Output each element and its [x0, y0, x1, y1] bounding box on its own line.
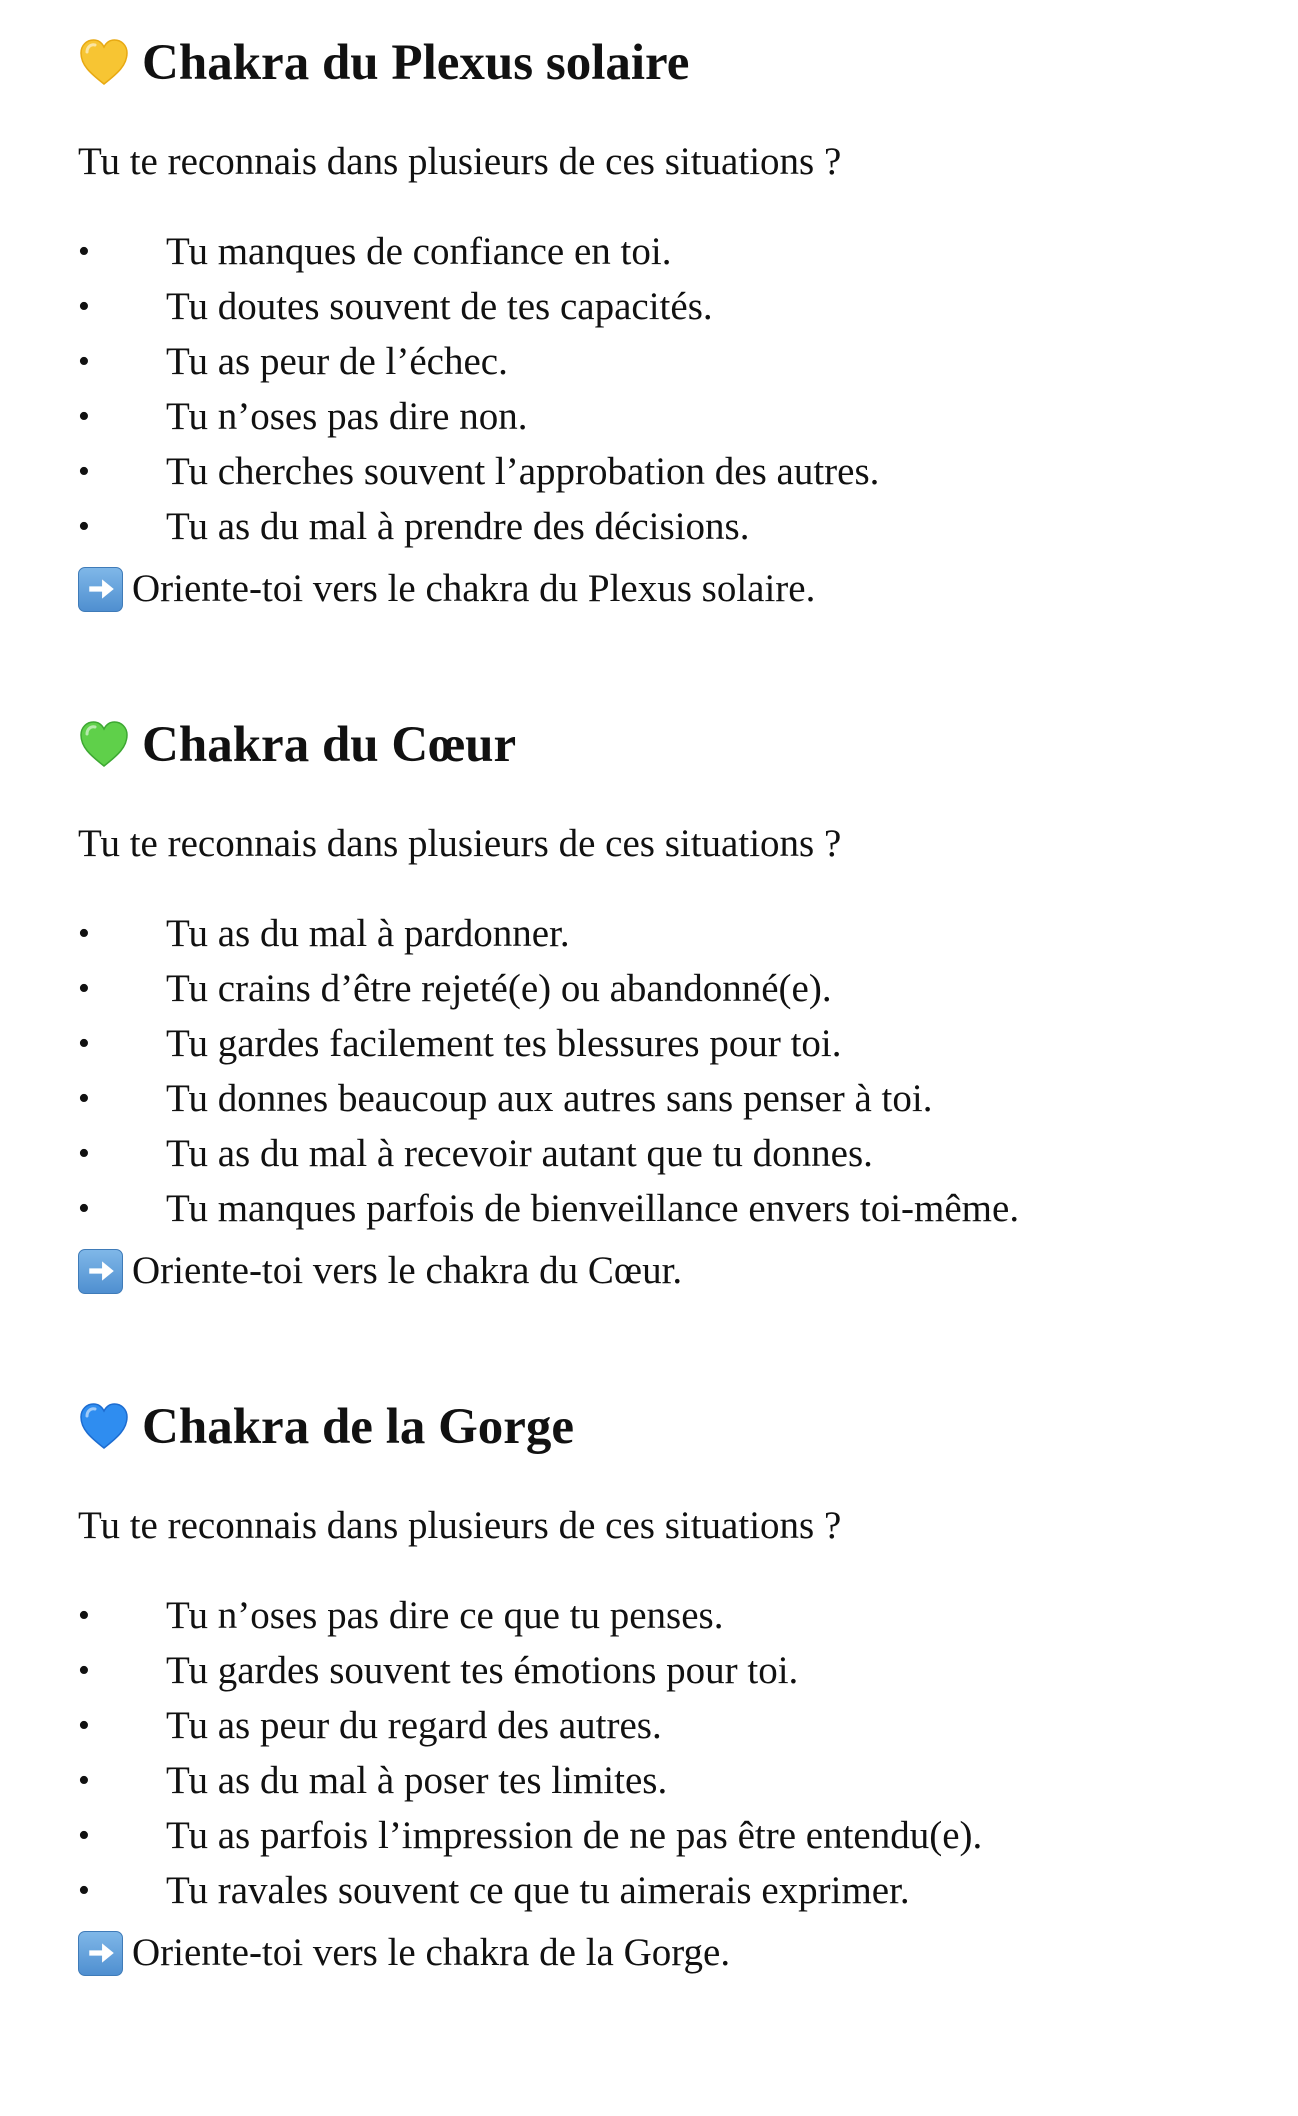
bullet-icon: • — [78, 1872, 90, 1909]
list-item-text: Tu crains d’être rejeté(e) ou abandonné(e). — [166, 967, 832, 1010]
list-item — [78, 906, 1258, 961]
list-item-text: Tu as parfois l’impression de ne pas être entendu(e). — [166, 1814, 983, 1857]
section-intro: Tu te reconnais dans plusieurs de ces situations ? — [78, 822, 842, 865]
situation-list — [78, 1588, 1258, 1918]
list-item — [78, 1588, 1258, 1643]
list-item — [78, 1016, 1258, 1071]
list-item — [78, 961, 1258, 1016]
list-item — [78, 224, 1258, 279]
recommendation-text: Oriente-toi vers le chakra du Plexus solaire. — [132, 567, 816, 610]
list-item-text: Tu gardes facilement tes blessures pour toi. — [166, 1022, 842, 1065]
right-arrow-icon — [78, 567, 123, 612]
bullet-icon: • — [78, 398, 90, 435]
yellow-heart-icon — [78, 37, 130, 89]
list-item-text: Tu as du mal à poser tes limites. — [166, 1759, 668, 1802]
list-item — [78, 1753, 1258, 1808]
bullet-icon: • — [78, 343, 90, 380]
bullet-icon: • — [78, 1652, 90, 1689]
list-item — [78, 1126, 1258, 1181]
section-intro: Tu te reconnais dans plusieurs de ces situations ? — [78, 1504, 842, 1547]
recommendation-text: Oriente-toi vers le chakra du Cœur. — [132, 1249, 683, 1292]
recommendation-line — [78, 1924, 1258, 1982]
list-item-text: Tu n’oses pas dire ce que tu penses. — [166, 1594, 724, 1637]
bullet-icon: • — [78, 1707, 90, 1744]
section-intro: Tu te reconnais dans plusieurs de ces situations ? — [78, 140, 842, 183]
bullet-icon: • — [78, 1817, 90, 1854]
bullet-icon: • — [78, 970, 90, 1007]
list-item — [78, 1808, 1258, 1863]
chakra-section — [78, 710, 1258, 1300]
list-item-text: Tu as du mal à recevoir autant que tu donnes. — [166, 1132, 873, 1175]
bullet-icon: • — [78, 1135, 90, 1172]
list-item — [78, 334, 1258, 389]
list-item-text: Tu ravales souvent ce que tu aimerais exprimer. — [166, 1869, 910, 1912]
list-item — [78, 1181, 1258, 1236]
list-item-text: Tu manques de confiance en toi. — [166, 230, 672, 273]
list-item-text: Tu as du mal à prendre des décisions. — [166, 505, 750, 548]
bullet-icon: • — [78, 1080, 90, 1117]
chakra-section — [78, 1392, 1258, 1982]
list-item — [78, 1863, 1258, 1918]
list-item-text: Tu gardes souvent tes émotions pour toi. — [166, 1649, 799, 1692]
recommendation-line — [78, 560, 1258, 618]
list-item — [78, 444, 1258, 499]
section-heading — [78, 1392, 1258, 1462]
green-heart-icon — [78, 719, 130, 771]
chakra-section — [78, 28, 1258, 618]
section-heading — [78, 710, 1258, 780]
list-item-text: Tu donnes beaucoup aux autres sans penser à toi. — [166, 1077, 933, 1120]
situation-list — [78, 906, 1258, 1236]
list-item — [78, 499, 1258, 554]
list-item-text: Tu manques parfois de bienveillance envers toi-même. — [166, 1187, 1020, 1230]
list-item-text: Tu cherches souvent l’approbation des autres. — [166, 450, 880, 493]
list-item-text: Tu doutes souvent de tes capacités. — [166, 285, 713, 328]
bullet-icon: • — [78, 1190, 90, 1227]
list-item-text: Tu n’oses pas dire non. — [166, 395, 528, 438]
section-heading — [78, 28, 1258, 98]
bullet-icon: • — [78, 453, 90, 490]
list-item — [78, 389, 1258, 444]
right-arrow-icon — [78, 1931, 123, 1976]
section-title: Chakra du Cœur — [142, 717, 517, 773]
bullet-icon: • — [78, 915, 90, 952]
list-item-text: Tu as peur du regard des autres. — [166, 1704, 662, 1747]
recommendation-text: Oriente-toi vers le chakra de la Gorge. — [132, 1931, 731, 1974]
bullet-icon: • — [78, 1025, 90, 1062]
situation-list — [78, 224, 1258, 554]
recommendation-line — [78, 1242, 1258, 1300]
list-item-text: Tu as du mal à pardonner. — [166, 912, 570, 955]
bullet-icon: • — [78, 288, 90, 325]
document-page — [78, 28, 1258, 1998]
bullet-icon: • — [78, 1597, 90, 1634]
bullet-icon: • — [78, 233, 90, 270]
list-item — [78, 279, 1258, 334]
right-arrow-icon — [78, 1249, 123, 1294]
bullet-icon: • — [78, 508, 90, 545]
bullet-icon: • — [78, 1762, 90, 1799]
section-title: Chakra du Plexus solaire — [142, 35, 690, 91]
list-item — [78, 1698, 1258, 1753]
list-item-text: Tu as peur de l’échec. — [166, 340, 508, 383]
list-item — [78, 1071, 1258, 1126]
blue-heart-icon — [78, 1401, 130, 1453]
list-item — [78, 1643, 1258, 1698]
section-title: Chakra de la Gorge — [142, 1399, 575, 1455]
